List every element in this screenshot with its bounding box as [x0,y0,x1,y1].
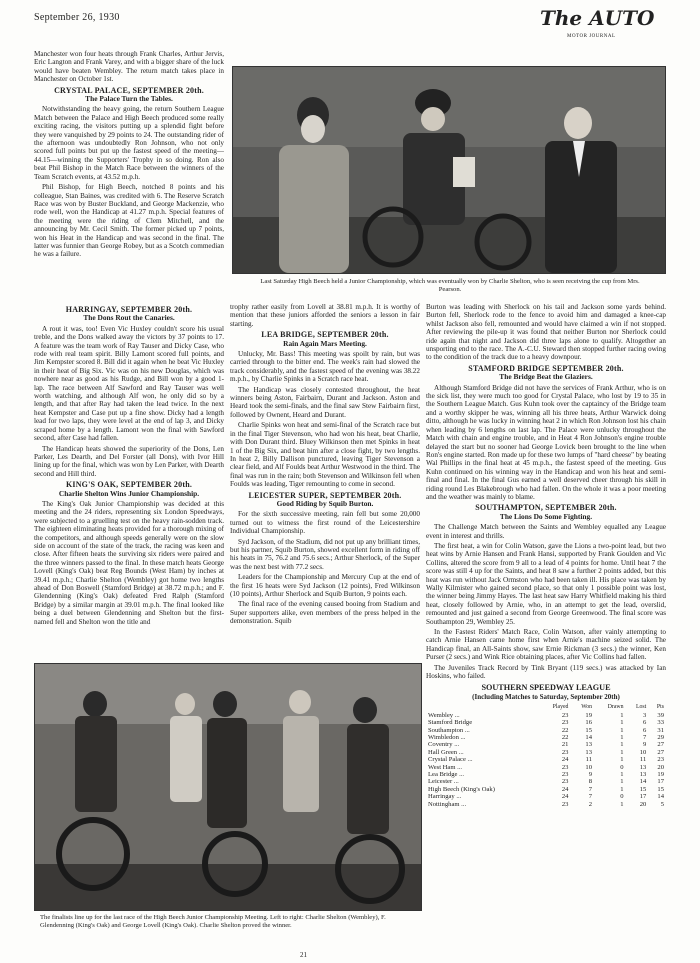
paragraph: Unlucky, Mr. Bass! This meeting was spoilt by rain, but was carried through to the bitter end. The week's rain had slowed the track considerably, and the fastest speed of the evening was 38.22 m.p.h., by Charlie Spinks in a Scratch race heat. [230,350,420,384]
section-title-harringay: HARRINGAY, SEPTEMBER 20th. [65,305,193,314]
points: 39 [657,711,664,719]
column-2 [230,303,420,628]
team-name: Nottingham ... [428,800,467,808]
table-row [426,749,666,756]
points: 19 [657,770,664,778]
league-col-header: Lost [635,704,647,711]
won: 10 [585,763,593,771]
points: 33 [657,719,664,727]
league-table [426,703,666,808]
section-subtitle-harringay: The Dons Rout the Canaries. [83,313,175,323]
section-title-southampton: SOUTHAMPTON, SEPTEMBER 20th. [475,503,617,513]
lost: 7 [642,733,647,741]
paragraph: The King's Oak Junior Championship was decided at this meeting and the 24 riders, representing six London Speedways, were subjected to a gruelling test on the heavy rain-sodden track. The eighteen eliminating heats provided for a thorough mixing of the competitors, and although speeds generally were on the slow side on account of the state of the track, the racing was keen and close. After fifteen heats the surviving six riders were paired and the three winners passed to the final. In these match heats George Lovell (King's Oak) beat Reg Bounds (West Ham) by inches at 39.41 m.p.h.; Charlie Shelton (Wembley) got home two lengths ahead of Don Boswell (Stamford Bridge) at 38.72 m.p.h.; and F. Glendenning (King's Oak) defeated Fred Ralph (Stamford Bridge) by a similar margin at 39.01 m.p.h. The final looked like being a duel between Glendenning and Shelton but the first-named fell and Shelton won the title and [34,499,224,626]
points: 15 [657,785,664,793]
won: 7 [588,785,593,793]
won: 11 [585,756,593,764]
won: 19 [585,711,593,719]
won: 9 [588,770,593,778]
points: 5 [660,800,664,808]
column-1-top [34,50,224,261]
table-row [426,793,666,800]
bottom-photo-caption: The finalists line up for the last race of the High Beech Junior Championship Meeting. Left to right: Charlie Shelton (Wembley), F. Glendenning (King's Oak) and George Lovell (King's Oak). Charlie Shelton proved the winner. [40,914,386,929]
league-header-row [426,703,666,711]
section-subtitle-lea-bridge: Rain Again Mars Meeting. [283,338,367,348]
section-subtitle-stamford-bridge: The Bridge Beat the Glaziers. [499,372,593,382]
played: 24 [561,756,569,764]
magazine-logo-subtitle: MOTOR JOURNAL [567,34,616,39]
lost: 13 [639,770,647,778]
table-row [426,719,666,726]
drawn: 1 [620,785,624,793]
section-title-lea-bridge: LEA BRIDGE, SEPTEMBER 20th. [261,330,389,340]
points: 23 [657,756,664,764]
section-subtitle-leicester: Good Riding by Squib Burton. [276,498,374,508]
lost: 6 [642,719,647,727]
won: 15 [585,726,593,734]
played: 24 [561,793,569,801]
section-title-crystal-palace: CRYSTAL PALACE, SEPTEMBER 20th. [54,85,204,95]
table-row [426,764,666,771]
column-3 [426,303,666,808]
table-row [426,741,666,748]
section-title-stamford-bridge: STAMFORD BRIDGE SEPTEMBER 20th. [468,363,624,373]
points: 14 [657,793,664,801]
league-col-header: Drawn [607,704,624,711]
played: 22 [561,726,569,734]
won: 8 [588,778,593,786]
drawn: 1 [620,711,624,719]
drawn: 0 [620,763,624,771]
photo-cup-presentation [232,66,666,274]
won: 16 [585,719,593,727]
drawn: 1 [620,726,624,734]
league-table-section [426,684,666,808]
drawn: 1 [620,800,624,808]
paragraph: Notwithstanding the heavy going, the return Southern League Match between the Palace and High Beech produced some really exciting racing, the visitors putting up a splendid fight before they were vanquished by 29 points to 24. The outstanding rider of the afternoon was undoubtedly Ron Johnson, who not only scored full points but put up the fastest speed of the meeting—44.15—winning the Supporters' Trophy in so doing. Ron also beat Phil Bishop in the Match Race between the winners of the Team Scratch events, at 43.52 m.p.h. [34,105,224,181]
lost: 15 [639,785,647,793]
table-row [426,734,666,741]
played: 23 [561,711,569,719]
table-row [426,727,666,734]
paragraph: The Challenge Match between the Saints and Wembley equalled any League event in interest and thrills. [426,523,666,540]
played: 23 [561,763,569,771]
played: 21 [561,741,569,749]
team-name: Lea Bridge ... [428,770,465,778]
played: 23 [561,770,569,778]
paragraph: In the Fastest Riders' Match Race, Colin Watson, after vainly attempting to catch Arnie Hansen came home first when Arnie's machine seized solid. The Handicap final, an All-Saints show, saw Ernie Rickman (3 secs.) the winner, Ken Purser (2 secs.) and Wink Rice obtaining places, after Vic Collins had fallen. [426,628,666,662]
league-col-header [426,703,539,711]
photo-finalists-lineup [34,663,422,911]
drawn: 1 [620,778,624,786]
drawn: 1 [620,770,624,778]
played: 24 [561,785,569,793]
issue-date: September 26, 1930 [34,12,120,23]
lost: 20 [639,800,647,808]
lost: 3 [642,711,647,719]
won: 2 [588,800,593,808]
points: 27 [657,748,664,756]
team-name: Southampton ... [428,726,470,734]
league-col-header: Won [581,704,593,711]
league-title: SOUTHERN SPEEDWAY LEAGUE [481,683,611,693]
paragraph: The Handicap heats showed the superiority of the Dons, Len Parker, Les Dearth, and Del Forster (all Dons), with Ivor Hill lining up for the final, which was won by Len Parker, with Dearth second and Hill third. [34,444,224,478]
top-photo-caption: Last Saturday High Beech held a Junior Championship, which was eventually won by Charlie Shelton, who is seen receiving the cup from Mrs. Pearson. [260,278,640,293]
won: 7 [588,793,593,801]
won: 13 [585,748,593,756]
points: 20 [657,763,664,771]
paragraph: trophy rather easily from Lovell at 38.81 m.p.h. It is worthy of mention that these juniors afforded the seniors a lesson in fair starting. [230,303,420,328]
points: 17 [657,778,664,786]
page-number: 21 [300,951,307,959]
paragraph: Leaders for the Championship and Mercury Cup at the end of the first 16 heats were Syd Jackson (12 points), Fred Wilkinson (10 points), Arthur Sherlock and Squib Burton, 9 points each. [230,573,420,598]
magazine-logo: The AUTO [540,6,655,30]
paragraph: The Handicap was closely contested throughout, the heat winners being Aston, Fairbairn, Durant and Jackson. Aston and Heard took the semi-finals, and the final saw Stew Fairbairn first, followed by Ownent, Heard and Durant. [230,385,420,419]
lost: 17 [639,793,647,801]
paragraph: Syd Jackson, of the Stadium, did not put up any brilliant times, but his partner, Squib Burton, showed excellent form in riding off his heats in 75, 76.2 and 75.6 secs.; Arthur Sherlock, of the Super was the next best with 77.2 secs. [230,537,420,571]
table-row [426,801,666,808]
team-name: West Ham ... [428,763,463,771]
paragraph: Phil Bishop, for High Beech, notched 8 points and his colleague, Stan Baines, was credited with 6. The Reserve Scratch Race was won by Buster Buckland, and George Mackenzie, who rode well, won the Handicap at 41.27 m.p.h. Special features of the meeting were the riding of Clem Mitchell, and the announcing by Mr. Cecil Smith. The former picked up 7 points, won his Heat in the Handicap and was second in the final. The latter was funnier than George Robey, but as a Scotch commedian he was a failure. [34,183,224,259]
team-name: High Beech (King's Oak) [428,785,495,793]
lost: 9 [642,741,647,749]
photo-illustration [233,67,665,273]
league-col-header: Played [552,704,569,711]
paragraph: The final race of the evening caused booing from Stadium and Super supporters alike, even members of the press helped in the demonstration. Squib [230,600,420,626]
team-name: Stamford Bridge [428,719,473,727]
table-row [426,778,666,785]
section-title-kings-oak: KING'S OAK, SEPTEMBER 20th. [65,480,193,490]
played: 23 [561,719,569,727]
table-row [426,756,666,763]
intro-paragraph: Manchester won four heats through Frank Charles, Arthur Jervis, Eric Langton and Frank Varey, and with a bigger share of the luck would have beaten Wembley. The return match takes place in Manchester on October 1st. [34,50,224,84]
paragraph: Charlie Spinks won heat and semi-final of the Scratch race but in the final Tiger Stevenson, who had won his heat, beat Charlie, with Don Durant third. Bluey Wilkinson then met Spinks in heat 1 of the Big Six, and beat him after a close fight, by two lengths. In heat 2, Billy Dallison punctured, leaving Tiger Stevenson a clear field, and Alf Foulds beat Arthur Westwood in the third. The final was run in the rain; both Stevenson and Wilkinson fell when Foulds was leading, Tiger remounting to come in second. [230,421,420,489]
paragraph: The Juveniles Track Record by Tink Bryant (119 secs.) was attacked by Ian Hoskins, who failed. [426,663,666,681]
lost: 6 [642,726,647,734]
lost: 10 [639,748,647,756]
section-title-leicester: LEICESTER SUPER, SEPTEMBER 20th. [248,490,402,500]
played: 23 [561,778,569,786]
table-row [426,786,666,793]
won: 14 [585,733,593,741]
drawn: 1 [620,756,624,764]
team-name: Wembley ... [428,711,460,719]
league-col-header: Pts [656,704,664,711]
lost: 13 [639,763,647,771]
played: 23 [561,800,569,808]
section-subtitle-crystal-palace: The Palace Turn the Tables. [85,94,173,104]
table-row [426,712,666,719]
team-name: Harringay ... [428,793,462,801]
column-1-bottom [34,303,224,628]
paragraph: Although Stamford Bridge did not have the services of Frank Arthur, who is on the sick list, they were much too good for Crystal Palace, who lost by 19 to 35 in the Southern League Match. Gus Kuhn took over the captaincy of the Bridge team and a worthy skipper he was, winning all his three heats, Arthur Warwick doing ditto, although he was lucky in winning heat 2 in which Ron Johnson lost his chain when leading by 6 lengths on last lap. The Palace were unlucky throughout the Match with chain and engine trouble, and in Heat 4 Ron Johnson's engine trouble delayed the start but no sooner had George Lovick been brought to the line when Ron's engine started. Ron made up for these two lumps of "hard cheese" by beating Wal Phillips in the final heat at 45 m.p.h., the fastest speed of the meeting. Gus Kuhn continued on his winning way in the Handicap and won his heat and semi-final and final. In the final Gus earned a well deserved cheer through his skill in riding round Les Blakebrough who had fallen. On the whole it was a poor meeting and the weather was mainly to blame. [426,383,666,501]
photo-illustration [35,664,421,910]
team-name: Hall Green ... [428,748,464,756]
team-name: Crystal Palace ... [428,756,473,764]
drawn: 1 [620,741,624,749]
won: 13 [585,741,593,749]
team-name: Wimbledon ... [428,733,466,741]
drawn: 0 [620,793,624,801]
lost: 14 [639,778,647,786]
league-subtitle: (Including Matches to Saturday, September 20th) [472,692,620,701]
drawn: 1 [620,733,624,741]
drawn: 1 [620,748,624,756]
lost: 11 [639,756,647,764]
team-name: Leicester ... [428,778,459,786]
played: 23 [561,748,569,756]
points: 27 [657,741,664,749]
section-subtitle-kings-oak: Charlie Shelton Wins Junior Championship. [58,488,200,498]
played: 22 [561,733,569,741]
section-subtitle-southampton: The Lions Do Some Fighting. [499,511,593,521]
points: 29 [657,733,664,741]
team-name: Coventry ... [428,741,460,749]
table-row [426,771,666,778]
paragraph: The first heat, a win for Colin Watson, gave the Lions a two-point lead, but two heat wins by Arnie Hansen and Frank Hansi, supported by Frank Goulden and Vic Collins, altered the score from 9 all to a lead of 4 points for home. Until heat 7 the score was still 4 up for the Saints, and heat 8 saw a further 2 points added, but this heat was run without Jack Ormston who had been taken ill. His place was taken by Wally Kilmister who gained second place, so that only 1 possible point was lost, the winner being Jimmy Hayes. The last heat saw Harry Whitfield making his third heat, closely followed by Arnie, who, in an attempt to get the lead, overslid, remounted and just gained a second from George Greenwood. The final score was Southampton 29, Wembley 25. [426,541,666,626]
paragraph: For the sixth successive meeting, rain fell but some 20,000 turned out to witness the first round of the Leicestershire Individual Championship. [230,510,420,536]
points: 31 [657,726,664,734]
paragraph: Burton was leading with Sherlock on his tail and Jackson some yards behind. Burton fell, Sherlock rode to the fence to avoid him and damaged a knee-cap whilst Jackson also fell, remounted and would have claimed a win if not stopped. After reviewing the pile-up it was found that neither Burton nor Sherlock could ride again that night and Jackson did three laps alone to qualify. Altogether an unsporting end to the race. The A.-C.U. Steward then stopped further racing owing to the condition of the track due to a heavy downpour. [426,303,666,362]
drawn: 1 [620,719,624,727]
paragraph: A rout it was, too! Even Vic Huxley couldn't score his usual treble, and the Dons walked away the victors by 37 points to 17. A feature was the team work of Ray Tauser and Dicky Case, who rode with real team spirit. Billy Lamont scored full points, and Jim Kempster scored 8. Bill did it again when he beat Vic Huxley in their heat of Big Six. Vic was on his new Douglas, which was nowhere near as good as his Rudge, and Bill won by a good 1-lap. The race between Alf Sawford and Ray Tauser was well worth watching, and although Alf won, he only did so by a length, and that after Ray had taken the lead twice. In the next heat Kempster and Case put up a fine show. Dicky had a length lead for two laps, they were level at the end of lap 3, and Dicky scraped home by a length. Lamont won the final with Sawford second, after Case had fallen. [34,324,224,443]
